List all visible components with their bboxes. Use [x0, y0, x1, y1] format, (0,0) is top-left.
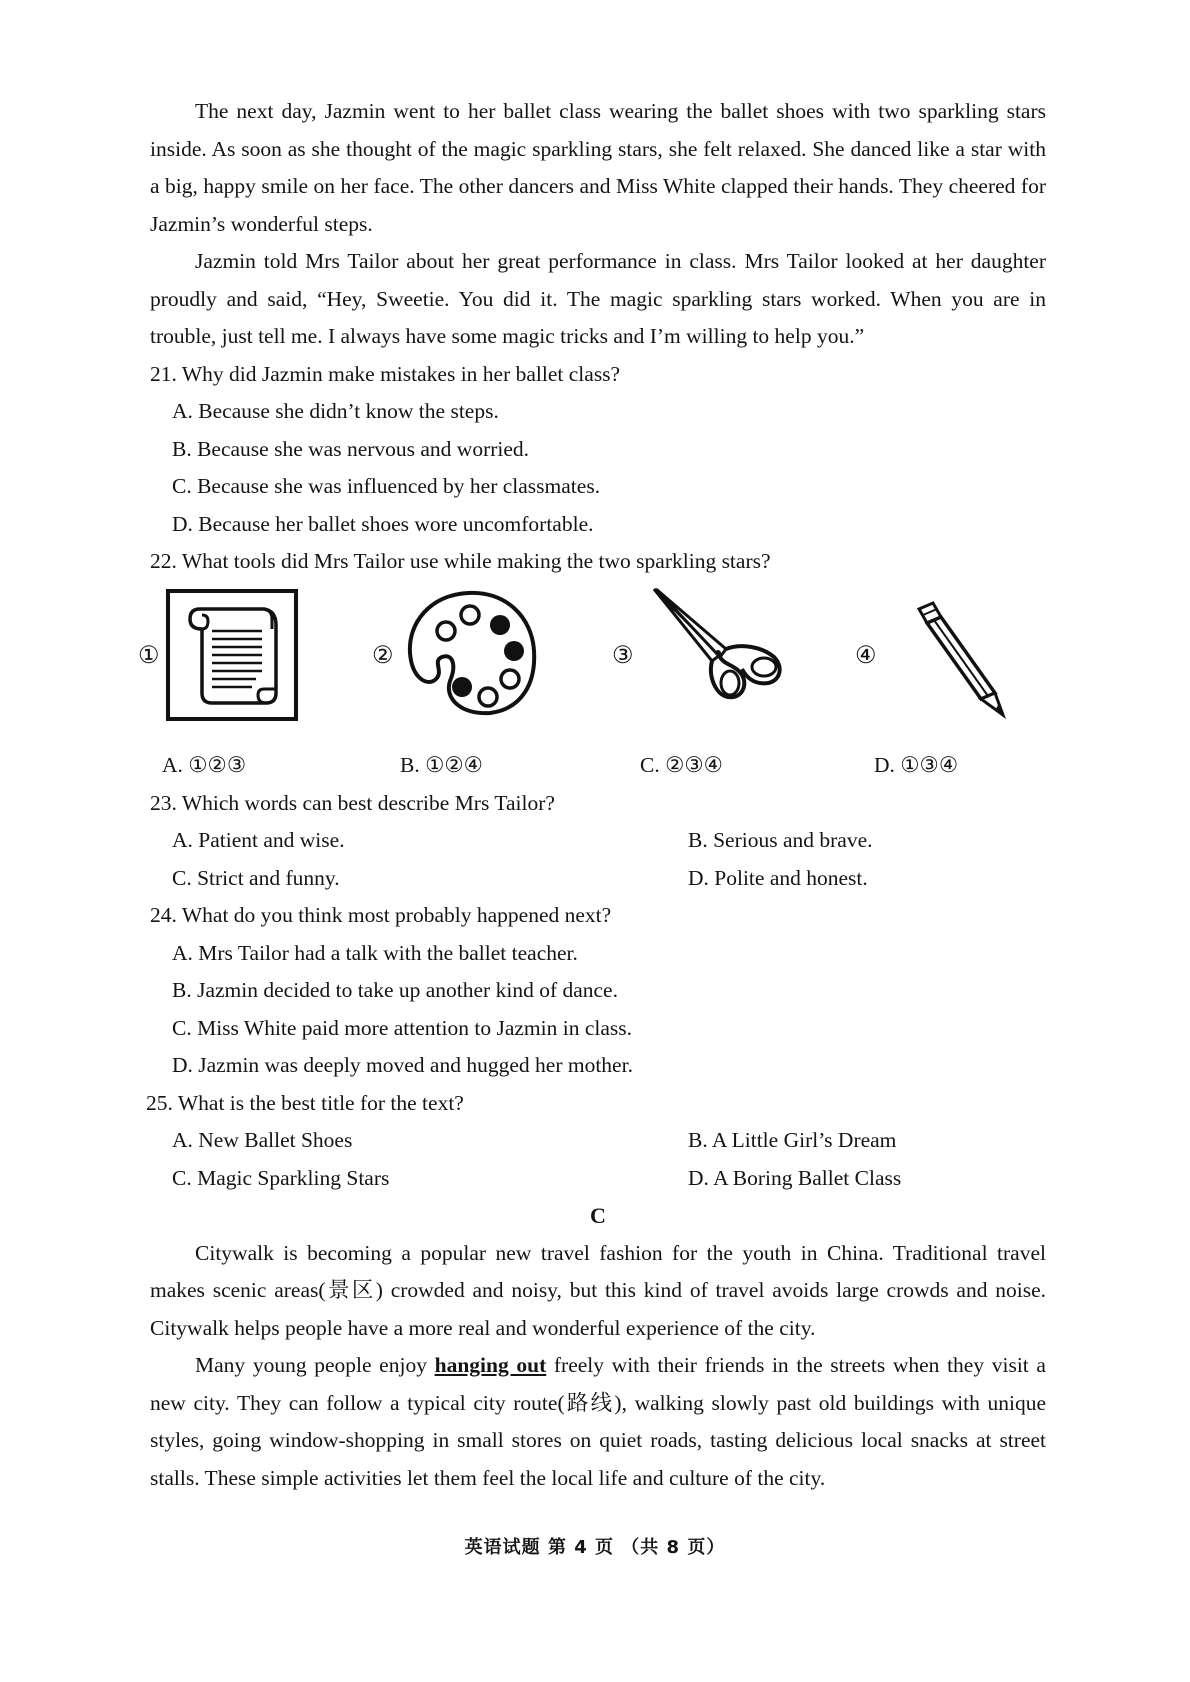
- page-footer: 英语试题 第 4 页 （共 8 页）: [464, 1537, 726, 1558]
- option-a: A. Mrs Tailor had a talk with the ballet teacher.: [172, 940, 578, 965]
- picture-number: ②: [372, 642, 394, 669]
- option-b: B. A Little Girl’s Dream: [688, 1128, 897, 1152]
- options-row-1: [172, 822, 1046, 860]
- option-c: C. Miss White paid more attention to Jazmin in class.: [172, 1015, 632, 1040]
- options-row-2: [172, 1160, 1046, 1198]
- option-d: D. Because her ballet shoes wore uncomfortable.: [172, 511, 594, 536]
- paint-palette-icon: [406, 587, 540, 721]
- option-b: B. Jazmin decided to take up another kind of dance.: [172, 978, 618, 1002]
- passage-c-paragraph-2: [150, 1347, 1046, 1497]
- question-text: 24. What do you think most probably happened next?: [150, 903, 612, 927]
- option-b: B. ①②④: [400, 752, 483, 777]
- option-c: C. Because she was influenced by her classmates.: [172, 474, 601, 498]
- picture-1: [138, 587, 298, 737]
- picture-2: [372, 587, 542, 737]
- options-row-1: [172, 1122, 1046, 1160]
- question-25: [146, 1085, 1046, 1198]
- question-text: 21. Why did Jazmin make mistakes in her ballet class?: [150, 361, 621, 386]
- pencil-icon: [905, 601, 1015, 719]
- passage-b-paragraph-1: The next day, Jazmin went to her ballet class wearing the ballet shoes with two sparkling stars inside. As soon as she thought of the magic sparkling stars, she felt relaxed. She danced like a star with a big, happy smile on her face. The other dancers and Miss White clapped their hands. They cheered for Jazmin’s wonderful steps.: [150, 99, 1046, 236]
- question-text: 23. Which words can best describe Mrs Tailor?: [150, 790, 555, 815]
- option-a: A. New Ballet Shoes: [172, 1128, 353, 1152]
- text-before: Many young people enjoy: [195, 1353, 435, 1377]
- picture-row: [138, 587, 1046, 747]
- option-b: B. Serious and brave.: [688, 828, 873, 852]
- q22-options: [150, 747, 1046, 785]
- options-row-2: [172, 860, 1046, 898]
- passage-b-paragraph-2: Jazmin told Mrs Tailor about her great performance in class. Mrs Tailor looked at her daughter proudly and said, “Hey, Sweetie. You did it. The magic sparkling stars worked. When you are in trouble, just tell me. I always have some magic tricks and I’m willing to help you.”: [150, 249, 1046, 348]
- question-21: [150, 356, 1046, 544]
- option-c: C. ②③④: [640, 752, 723, 777]
- option-d: D. ①③④: [874, 752, 959, 777]
- scissors-icon: [650, 585, 790, 719]
- text-after: freely with their friends in the streets when they visit a new city. They can follow a typical city route(路线), walking slowly past old buildings with unique styles, going window-shopping in small stores on quiet roads, tasting delicious local snacks at street stalls. These simple activities let them feel the local life and culture of the city.: [150, 1353, 1046, 1490]
- passage-c-paragraph-1: Citywalk is becoming a popular new travel fashion for the youth in China. Traditional travel makes scenic areas(景区) crowded and noisy, but this kind of travel avoids large crowds and noise. Citywalk helps people have a more real and wonderful experience of the city.: [150, 1240, 1046, 1340]
- option-d: D. Polite and honest.: [688, 865, 868, 890]
- option-b: B. Because she was nervous and worried.: [172, 436, 530, 461]
- option-a: A. Patient and wise.: [172, 828, 345, 852]
- paper-scroll-icon: [166, 589, 298, 721]
- question-23: [150, 785, 1046, 898]
- question-24: [150, 897, 1046, 1085]
- underlined-phrase: hanging out: [434, 1353, 547, 1377]
- picture-3: [612, 587, 812, 737]
- picture-number: ①: [138, 642, 160, 669]
- question-22: [138, 543, 1046, 785]
- picture-4: [855, 587, 1035, 737]
- section-title: C: [590, 1203, 606, 1228]
- option-a: A. ①②③: [162, 752, 247, 777]
- option-d: D. Jazmin was deeply moved and hugged her mother.: [172, 1053, 633, 1077]
- question-text: 22. What tools did Mrs Tailor use while making the two sparkling stars?: [150, 549, 771, 573]
- question-text: 25. What is the best title for the text?: [146, 1090, 464, 1115]
- picture-number: ④: [855, 642, 877, 669]
- option-d: D. A Boring Ballet Class: [688, 1165, 902, 1190]
- option-c: C. Magic Sparkling Stars: [172, 1165, 390, 1190]
- exam-page: [138, 93, 1046, 1497]
- picture-number: ③: [612, 642, 634, 669]
- option-a: A. Because she didn’t know the steps.: [172, 399, 499, 423]
- option-c: C. Strict and funny.: [172, 865, 340, 890]
